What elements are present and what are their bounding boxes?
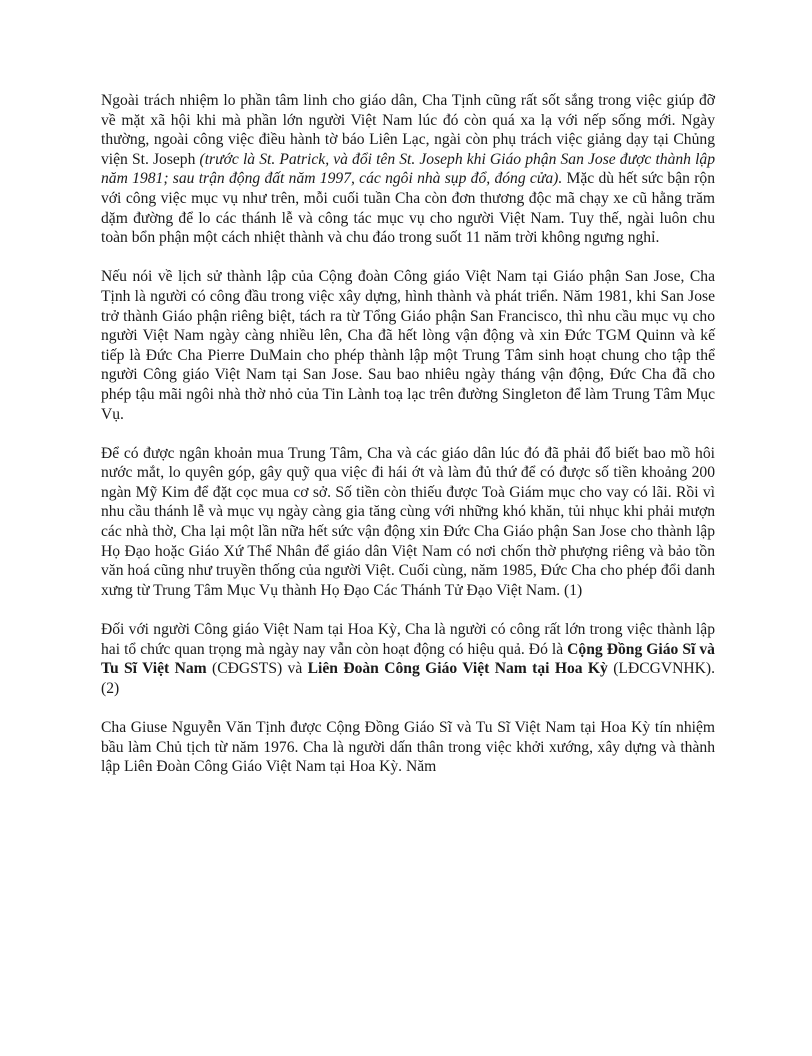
document-body — [101, 91, 715, 777]
paragraph-5-text: Cha Giuse Nguyễn Văn Tịnh được Cộng Đồng Giáo Sĩ và Tu Sĩ Việt Nam tại Hoa Kỳ tín nhiệm bầu làm Chủ tịch từ năm 1976. Cha là người dấn thân trong việc khởi xướng, xây dựng và thành lập Liên Đoàn Công Giáo Việt Nam tại Hoa Kỳ. Năm — [101, 719, 715, 776]
paragraph-2 — [101, 267, 715, 424]
paragraph-1-text-a: Ngoài trách nhiệm lo phần tâm linh cho giáo dân, Cha Tịnh cũng rất sốt sắng trong việc giúp đỡ về mặt xã hội khi mà phần lớn người Việt Nam lúc đó còn quá xa lạ với nếp sống mới. Ngày thường, ngoài công việc điều hành tờ báo Liên Lạc, ngài còn phụ trách việc giảng dạy tại Chủng viện St. Joseph — [101, 92, 715, 168]
paragraph-1 — [101, 91, 715, 248]
paragraph-4-text-c: (LĐCGVNHK). (2) — [101, 660, 716, 697]
paragraph-1-italic-note: (trước là St. Patrick, và đổi tên St. Joseph khi Giáo phận San Jose được thành lập năm 1981; sau trận động đất năm 1997, các ngôi nhà sụp đổ, đóng cửa). — [101, 150, 715, 188]
paragraph-4-text-b: (CĐGSTS) và — [206, 660, 308, 678]
organization-name-cdgsts: Cộng Đồng Giáo Sĩ và Tu Sĩ Việt Nam — [101, 640, 715, 678]
paragraph-5 — [101, 718, 715, 777]
paragraph-1-text-b: Mặc dù hết sức bận rộn với công việc mục vụ như trên, mỗi cuối tuần Cha còn đơn thương độc mã chạy xe cũ hằng trăm dặm đường để lo các thánh lễ và công tác mục vụ cho người Việt Nam. Tuy thế, ngài luôn chu toàn bổn phận một cách nhiệt thành và chu đáo trong suốt 11 năm trời không ngưng nghỉ. — [101, 170, 715, 247]
paragraph-4-text-a: Đối với người Công giáo Việt Nam tại Hoa Kỳ, Cha là người có công rất lớn trong việc thành lập hai tổ chức quan trọng mà ngày nay vẫn còn hoạt động có hiệu quả. Đó là — [101, 621, 715, 658]
paragraph-3 — [101, 444, 715, 601]
paragraph-2-text: Nếu nói về lịch sử thành lập của Cộng đoàn Công giáo Việt Nam tại Giáo phận San Jose, Cha Tịnh là người có công đầu trong việc xây dựng, hình thành và phát triển. Năm 1981, khi San Jose trở thành Giáo phận riêng biệt, tách ra từ Tổng Giáo phận San Francisco, thì nhu cầu mục vụ cho người Việt Nam ngày càng nhiều lên, Cha đã hết lòng vận động và xin Đức TGM Quinn và kế tiếp là Đức Cha Pierre DuMain cho phép thành lập một Trung Tâm sinh hoạt chung cho tập thể người Công giáo Việt Nam tại San Jose. Sau bao nhiêu ngày tháng vận động, Đức Cha đã cho phép tậu mãi ngôi nhà thờ nhỏ của Tin Lành toạ lạc trên đường Singleton để làm Trung Tâm Mục Vụ. — [101, 268, 715, 423]
paragraph-4 — [101, 620, 715, 698]
paragraph-3-text: Để có được ngân khoản mua Trung Tâm, Cha và các giáo dân lúc đó đã phải đổ biết bao mồ hôi nước mắt, lo quyên góp, gây quỹ qua việc đi hái ớt và làm đủ thứ để có được số tiền khoảng 200 ngàn Mỹ Kim để đặt cọc mua cơ sở. Số tiền còn thiếu được Toà Giám mục cho vay có lãi. Rồi vì nhu cầu thánh lễ và mục vụ ngày càng gia tăng cùng với những khó khăn, tủi nhục khi phải mượn các nhà thờ, Cha lại một lần nữa hết sức vận động xin Đức Cha Giáo phận San Jose cho thành lập Họ Đạo hoặc Giáo Xứ Thể Nhân để giáo dân Việt Nam có nơi chốn thờ phượng riêng và bảo tồn văn hoá cũng như truyền thống của người Việt. Cuối cùng, năm 1985, Đức Cha cho phép đổi danh xưng từ Trung Tâm Mục Vụ thành Họ Đạo Các Thánh Tử Đạo Việt Nam. (1) — [101, 444, 715, 599]
organization-name-ldcgvnhk: Liên Đoàn Công Giáo Việt Nam tại Hoa Kỳ — [307, 660, 608, 678]
